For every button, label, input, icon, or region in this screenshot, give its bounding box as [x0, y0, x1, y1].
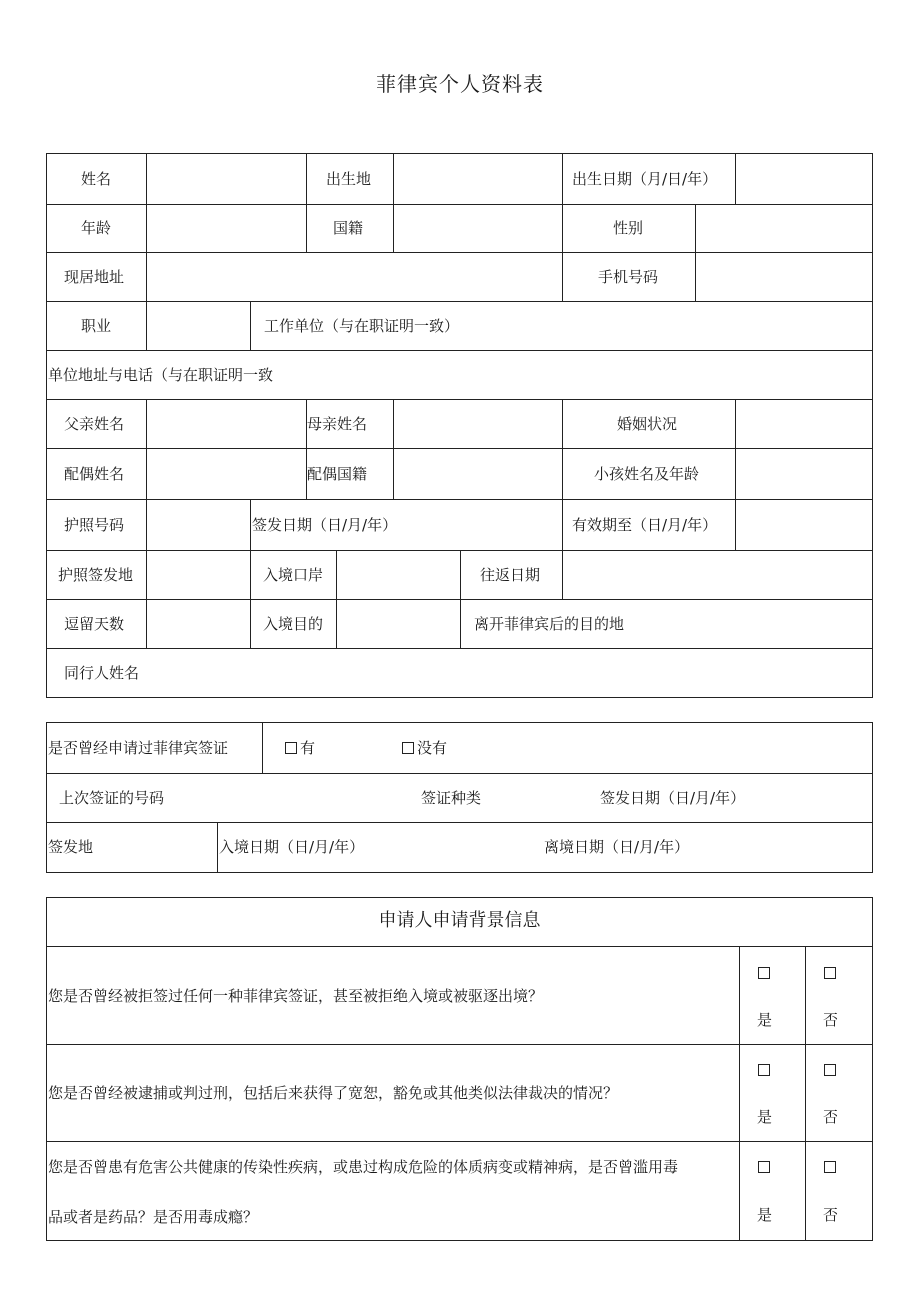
employer-label: 工作单位（与在职证明一致） — [264, 317, 460, 335]
visa-type-label: 签证种类 — [421, 789, 482, 807]
employer-address-label: 单位地址与电话（与在职证明一致 — [48, 366, 274, 384]
passport-no-label: 护照号码 — [64, 516, 125, 534]
q2-no-checkbox[interactable] — [824, 1064, 836, 1076]
marital-status-label: 婚姻状况 — [617, 415, 678, 433]
issue-date-label: 签发日期（日/月/年） — [252, 516, 398, 534]
age-label: 年龄 — [81, 219, 112, 237]
q1-yes-checkbox[interactable] — [758, 967, 770, 979]
children-label: 小孩姓名及年龄 — [594, 465, 700, 483]
background-table — [46, 897, 873, 1241]
question-1: 您是否曾经被拒签过任何一种菲律宾签证，甚至被拒绝入境或被驱逐出境？ — [48, 987, 544, 1005]
q3-no-label: 否 — [823, 1206, 839, 1224]
mother-name-label: 母亲姓名 — [307, 415, 368, 433]
q3-yes-label: 是 — [757, 1206, 773, 1224]
question-3-line-2: 品或者是药品？是否用毒成瘾？ — [48, 1208, 259, 1226]
address-label: 现居地址 — [64, 268, 125, 286]
companions-label: 同行人姓名 — [64, 664, 140, 682]
return-date-label: 往返日期 — [480, 566, 541, 584]
q1-yes-label: 是 — [757, 1011, 773, 1029]
father-name-label: 父亲姓名 — [64, 415, 125, 433]
visa-question-label: 是否曾经申请过菲律宾签证 — [48, 739, 229, 757]
spouse-name-label: 配偶姓名 — [64, 465, 125, 483]
visa-no-option[interactable]: 没有 — [402, 739, 447, 757]
entry-purpose-label: 入境目的 — [263, 615, 324, 633]
gender-label: 性别 — [613, 219, 644, 237]
name-label: 姓名 — [81, 170, 112, 188]
nationality-label: 国籍 — [333, 219, 364, 237]
checkbox-icon[interactable] — [285, 742, 297, 754]
q3-yes-checkbox[interactable] — [758, 1161, 770, 1173]
last-visa-no-label: 上次签证的号码 — [59, 789, 165, 807]
stay-days-label: 逗留天数 — [64, 615, 125, 633]
question-3-line-1: 您是否曾患有危害公共健康的传染性疾病，或患过构成危险的体质病变或精神病，是否曾滥用毒 — [48, 1158, 679, 1176]
q1-no-label: 否 — [823, 1011, 839, 1029]
next-destination-label: 离开菲律宾后的目的地 — [474, 615, 625, 633]
valid-until-label: 有效期至（日/月/年） — [572, 516, 718, 534]
checkbox-icon[interactable] — [402, 742, 414, 754]
visa-yes-option[interactable]: 有 — [285, 739, 315, 757]
q3-no-checkbox[interactable] — [824, 1161, 836, 1173]
visa-history-table — [46, 722, 873, 873]
passport-place-label: 护照签发地 — [58, 566, 134, 584]
occupation-label: 职业 — [81, 317, 112, 335]
exit-date-label: 离境日期（日/月/年） — [544, 838, 690, 856]
background-heading: 申请人申请背景信息 — [378, 910, 541, 931]
visa-issue-date-label: 签发日期（日/月/年） — [600, 789, 746, 807]
q2-yes-checkbox[interactable] — [758, 1064, 770, 1076]
spouse-nationality-label: 配偶国籍 — [307, 465, 368, 483]
q1-no-checkbox[interactable] — [824, 967, 836, 979]
birth-date-label: 出生日期（月/日/年） — [572, 170, 718, 188]
mobile-label: 手机号码 — [598, 268, 659, 286]
personal-info-table — [46, 153, 873, 698]
entry-port-label: 入境口岸 — [263, 566, 324, 584]
page-title: 菲律宾个人资料表 — [376, 72, 544, 96]
q2-yes-label: 是 — [757, 1108, 773, 1126]
q2-no-label: 否 — [823, 1108, 839, 1126]
entry-date-label: 入境日期（日/月/年） — [219, 838, 365, 856]
visa-issue-place-label: 签发地 — [48, 838, 94, 856]
birthplace-label: 出生地 — [326, 170, 372, 188]
question-2: 您是否曾经被逮捕或判过刑，包括后来获得了宽恕，豁免或其他类似法律裁决的情况？ — [48, 1084, 619, 1102]
